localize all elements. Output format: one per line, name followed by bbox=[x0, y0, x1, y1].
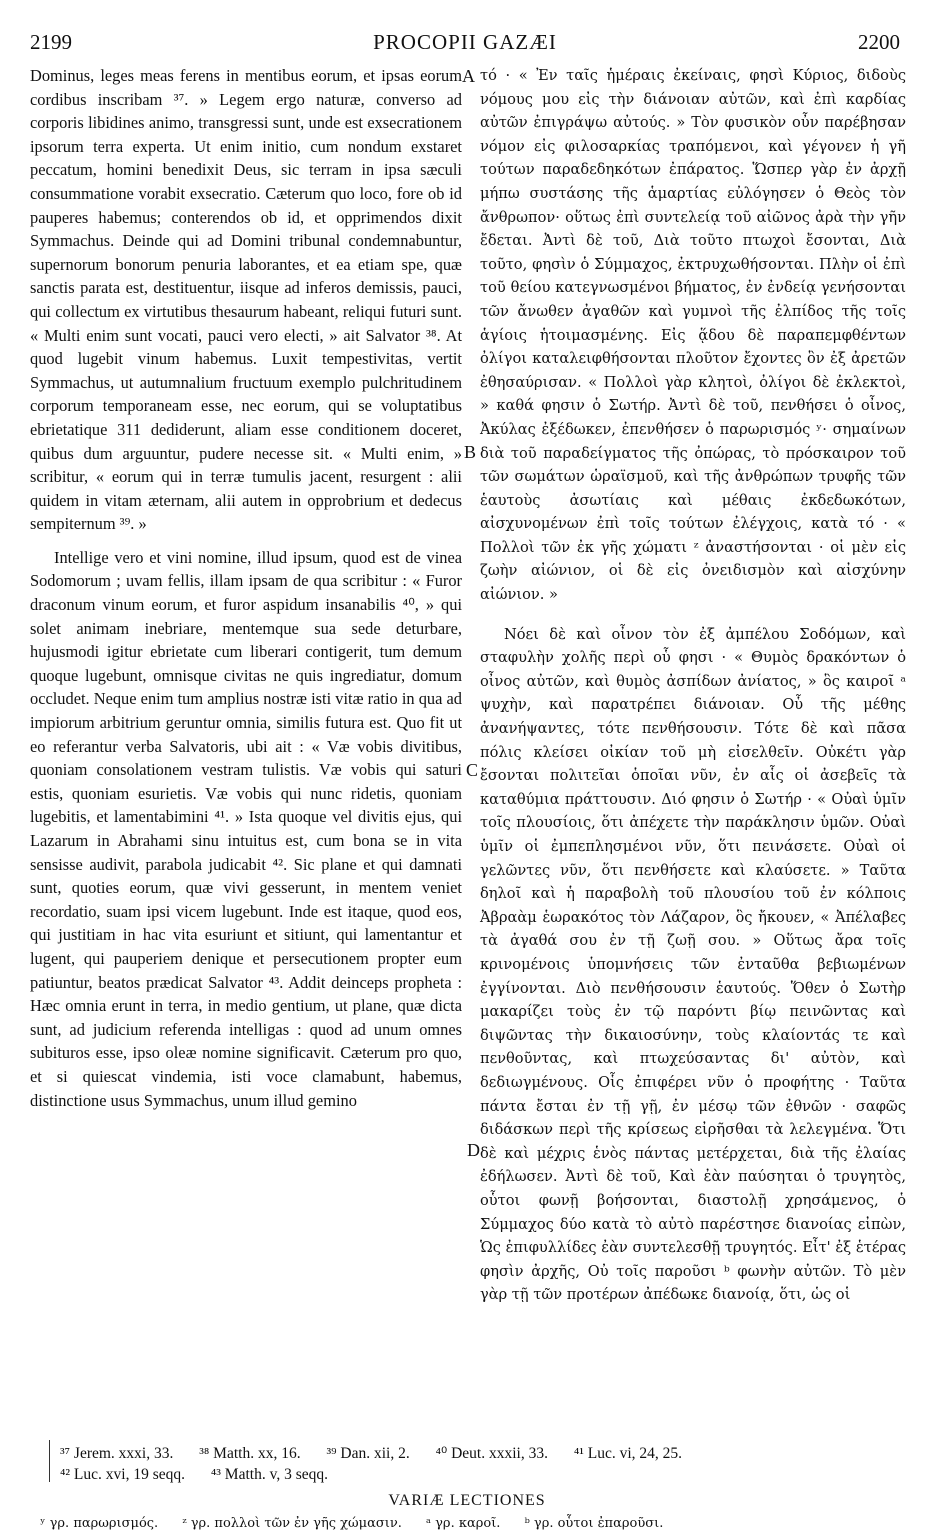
greek-paragraph-1: τό · « Ἐν ταῖς ἡμέραις ἐκείναις, φησὶ Κύριος, διδοὺς νόμους μου εἰς τὴν διάνοιαν αὐτῶν, καὶ ἐπὶ καρδίας αὐτῶν ἐπιγράψω αὐτούς. » Τὸν φυσικὸν οὖν παρέβησαν νόμον εἰς φιλοσαρκίας τραπόμενοι, καὶ γέγονεν ἡ γῆ τούτων παραδεδηκότων ἐπάρατος. Ὥσπερ γὰρ ἐν ἀρχῇ μήπω συστάσης τῆς ἁμαρτίας εὐλόγησεν ὁ Θεὸς τὸν ἄνθρωπον· οὕτως ἐπὶ συντελείᾳ τοῦ αἰῶνος ἀρὰ τὴν γῆν ἔδεται. Ἀντὶ δὲ τοῦ, Διὰ τοῦτο πτωχοὶ ἔσονται, Διὰ τοῦτο, φησὶν ὁ Σύμμαχος, ἐκτρυχωθήσονται. Πλὴν οἱ ἐπὶ τοῦ θείου κατεγνωσμένοι βήματος, ἐν ἐνδείᾳ γενήσονται τῶν ἄνωθεν ἀγαθῶν καὶ γυμνοὶ τῆς ἐλπίδος τῆς τοῖς ἁγίοις ἡτοιμασμένης. Εἰς ᾅδου δὲ παραπεμφθέντων ὀλίγοι καταλειφθήσονται πλοῦτον ἔχοντες ὃν ἐξ ἀρετῶν ἐθησαύρισαν. « Πολλοὶ γὰρ κλητοὶ, ὀλίγοι δὲ ἐκλεκτοὶ, » καθά φησιν ὁ Σωτήρ. Ἀντὶ δὲ τοῦ, πενθήσει ὁ οἶνος, Ἀκύλας ἐξέδωκεν, ἐπενθήσεν ὁ παρωρισμός ʸ· σημαίνων διὰ τοῦ παραδείγματος τῆς ὀπώρας, τὸ πρόσκαιρον τοῦ τῶν σωμάτων ὡραϊσμοῦ, καὶ τῆς ἀνθρώπων τρυφῆς τῶν ἑαυτοὺς ἀσωτίαις καὶ μέθαις ἐκδεδωκότων, αἰσχυνομένων ἐπὶ τοῖς τούτων ἐλέγχοις, κατὰ τό · « Πολλοὶ τῶν ἐκ γῆς χώματι ᶻ ἀναστήσονται · οἱ μὲν εἰς ζωὴν αἰώνιον, οἱ δὲ εἰς ὀνειδισμὸν καὶ αἰσχύνην αἰώνιον. » bbox=[480, 67, 906, 604]
footnote-42: ⁴² Luc. xvi, 19 seqq. bbox=[60, 1466, 185, 1483]
running-title: PROCOPII GAZÆI bbox=[373, 30, 557, 54]
greek-column bbox=[480, 64, 906, 1317]
margin-marker-a: A bbox=[462, 66, 475, 86]
variant-b: ᵇ γρ. οὗτοι ἐπαροῦσι. bbox=[524, 1516, 664, 1531]
right-page-number: 2200 bbox=[858, 30, 900, 54]
variae-lectiones-list bbox=[40, 1516, 920, 1531]
latin-column bbox=[30, 64, 462, 1122]
footnote-row-1 bbox=[60, 1443, 910, 1464]
left-page-number: 2199 bbox=[30, 30, 72, 54]
footnote-rule bbox=[49, 1440, 50, 1482]
margin-marker-b: B bbox=[464, 442, 477, 462]
variant-y: ʸ γρ. παρωρισμός. bbox=[40, 1516, 159, 1531]
footnote-37: ³⁷ Jerem. xxxi, 33. bbox=[60, 1445, 174, 1462]
footnotes bbox=[60, 1443, 910, 1485]
footnote-39: ³⁹ Dan. xii, 2. bbox=[326, 1445, 410, 1462]
variant-z: ᶻ γρ. πολλοὶ τῶν ἐν γῆς χώμασιν. bbox=[182, 1516, 402, 1531]
margin-marker-d: D bbox=[467, 1140, 480, 1160]
footnote-40: ⁴⁰ Deut. xxxii, 33. bbox=[435, 1445, 548, 1462]
variae-lectiones-heading: VARIÆ LECTIONES bbox=[388, 1492, 546, 1509]
latin-paragraph-2: Intellige vero et vini nomine, illud ipsum, quod est de vinea Sodomorum ; uvam fellis, illam ipsam de qua scribitur : « Furor draconum vinum eorum, et furor aspidum insanabilis ⁴⁰, » qui solet animam inebriare, mentemque sua sede deturbare, hujusmodi igitur ebrietate cum liberari contigerit, tum demum quoque lugebunt, omnisque civitas ne quis ingrediatur, domum occludet. Neque enim tum amplius nostræ isti vitæ ratio in qua ad impiorum arbitrium geruntur omnia, similis futura est. Quo fit ut eo referantur verba Salvatoris, ubi ait : « Væ vobis divitibus, quoniam consolationem vestram tulistis. Væ vobis qui saturi estis, quoniam esurietis. Væ vobis qui nunc ridetis, quoniam lugebitis, et lamentabimini ⁴¹. » Ista quoque vel divitis ejus, qui Lazarum in Abrahami sinu intuitus est, cum bona se in vita sensisse audivit, parabola judicabit ⁴². Sic plane et qui damnati sunt, quoties eorum, quæ vivi gesserunt, in mentem veniet recordatio, suam ipsi vicem lugebunt. Inde est itaque, quod eos, qui justitiam in hac vita esuriunt et sitiunt, qui lamentantur et lugent, qui pauperiem denique et persecutionem propter eum patiuntur, beatos prædicat Salvator ⁴³. Addit deinceps propheta : Hæc omnia erunt in terra, in medio gentium, ut plane, quæ dicta sunt, ad judicium referenda intelligas : quod ad unum omnes subituros esse, ipso oleæ nomine significavit. Cæterum pro quo, et si quiescat vindemia, isti voce clamabunt, habemus, distinctione usus Symmachus, unum illud gemino bbox=[30, 547, 462, 1110]
latin-paragraph-1: Dominus, leges meas ferens in mentibus eorum, et ipsas eorum cordibus inscribam ³⁷. » Legem ergo naturæ, converso ad corporis libidines animo, transgressi sunt, unde est exsecrationem ipsorum terra experta. Ut enim initio, cum nondum exstaret peccatum, homini benedixit Deus, sic terram in ipsa sæculi consummatione vorabit exsecratio. Cæterum quo loco, fore ob id pauperes habemus; conterendos ob id, et opprimendos dixit Symmachus. Deinde qui ad Domini tribunal condemnabuntur, supernorum bonorum penuria laborantes, et ea etiam spe, quæ sanctis parata est, destituentur, iisque ad inferos demissis, pauci, qui collectum ex virtutibus thesaurum habeant, reliqui futuri sunt. « Multi enim sunt vocati, pauci vero electi, » ait Salvator ³⁸. At quod lugebit vinum habemus. Luxit tempestivitas, vertit Symmachus, ut autumnalium fructuum exemplo pulchritudinem corporum temporaneam esse, nec eorum, qui se voluptatibus ebrietatique 311 dediderunt, aliam esse conditionem doceret, quibus dum arguuntur, pudere necesse sit. « Multi enim, » scribitur, « eorum qui in terræ tumulis jacent, resurgent : alii quidem in vitam æternam, alii autem in opprobrium et dedecus sempiternum ³⁹. » bbox=[30, 66, 462, 534]
footnote-38: ³⁸ Matth. xx, 16. bbox=[199, 1445, 301, 1462]
footnote-43: ⁴³ Matth. v, 3 seqq. bbox=[210, 1466, 328, 1483]
footnote-41: ⁴¹ Luc. vi, 24, 25. bbox=[573, 1445, 683, 1462]
page-header bbox=[30, 30, 900, 58]
variant-a: ᵃ γρ. καροῖ. bbox=[426, 1516, 501, 1531]
footnote-row-2 bbox=[60, 1464, 910, 1485]
margin-marker-c: C bbox=[466, 760, 479, 780]
greek-paragraph-2: Νόει δὲ καὶ οἶνον τὸν ἐξ ἀμπέλου Σοδόμων, καὶ σταφυλὴν χολῆς περὶ οὗ φησι · « Θυμὸς δρακόντων ὁ οἶνος αὐτῶν, καὶ θυμὸς ἀσπίδων ἀνίατος, » ὃς καιροῖ ᵃ ψυχὴν, καὶ παρατρέπει διάνοιαν. Οὗ τῆς μέθης ἀνανήψαντες, τότε πενθήσουσιν. Τότε δὲ καὶ πᾶσα πόλις κλείσει οἰκίαν τοῦ μὴ εἰσελθεῖν. Οὐκέτι γὰρ ἔσονται πολιτεῖαι ὁποῖαι νῦν, ἐν αἷς οἱ ἀσεβεῖς τὰ καταθύμια πράττουσιν. Διό φησιν ὁ Σωτήρ · « Οὐαὶ ὑμῖν τοῖς πλουσίοις, ὅτι ἀπέχετε τὴν παράκλησιν ὑμῶν. Οὐαὶ ὑμῖν οἱ ἐμπεπλησμένοι νῦν, ὅτι πεινάσετε. Οὐαὶ οἱ γελῶντες νῦν, ὅτι πενθήσετε καὶ κλαύσετε. » Ταῦτα δηλοῖ καὶ ἡ παραβολὴ τοῦ πλουσίου τοῦ ἐν κόλποις Ἀβραὰμ ἑωρακότος τὸν Λάζαρον, ὃς ἤκουεν, « Ἀπέλαβες τὰ ἀγαθά σου ἐν τῇ ζωῇ σου. » Οὕτως ἄρα τοῖς κρινομένοις ὑπομνήσεις τῶν ἐνταῦθα βεβιωμένων ἐγγίνονται. Διὸ πενθήσουσιν ἑαυτούς. Ὅθεν ὁ Σωτὴρ μακαρίζει τοὺς ἐν τῷ παρόντι βίῳ πεινῶντας καὶ διψῶντας τὴν δικαιοσύνην, τοὺς κλαίοντάς τε καὶ πενθοῦντας, καὶ πτωχεύσαντας δι' αὐτὸν, καὶ δεδιωγμένους. Οἷς ἐπιφέρει νῦν ὁ προφήτης · Ταῦτα πάντα ἔσται ἐν τῇ γῇ, ἐν μέσῳ τῶν ἐθνῶν · σαφῶς διδάσκων περὶ τῆς κρίσεως εἰρῆσθαι τὰ λελεγμένα. Ὅτι δὲ καὶ μέχρις ἑνὸς πάντας μετέρχεται, διὰ τῆς ἐλαίας ἐδήλωσεν. Ἀντὶ δὲ τοῦ, Καὶ ἐὰν παύσηται ὁ τρυγητὸς, οὗτοι φωνῇ βοήσονται, διαστολῇ χρησάμενος, ὁ Σύμμαχος δύο κατὰ τὸ αὐτὸ παρέστησε διανοίας εἰπὼν, Ὡς ἐπιφυλλίδες ἐὰν συντελεσθῇ τρυγητός. Εἶτ' ἐξ ἑτέρας φησὶν ἀρχῆς, Οὐ τοῖς παροῦσι ᵇ φωνὴν αὐτῶν. Τὸ μὲν γὰρ τῇ τῶν προτέρων ἀπέδωκε διανοίᾳ, ὅτι, ὡς οἱ bbox=[480, 625, 906, 1304]
